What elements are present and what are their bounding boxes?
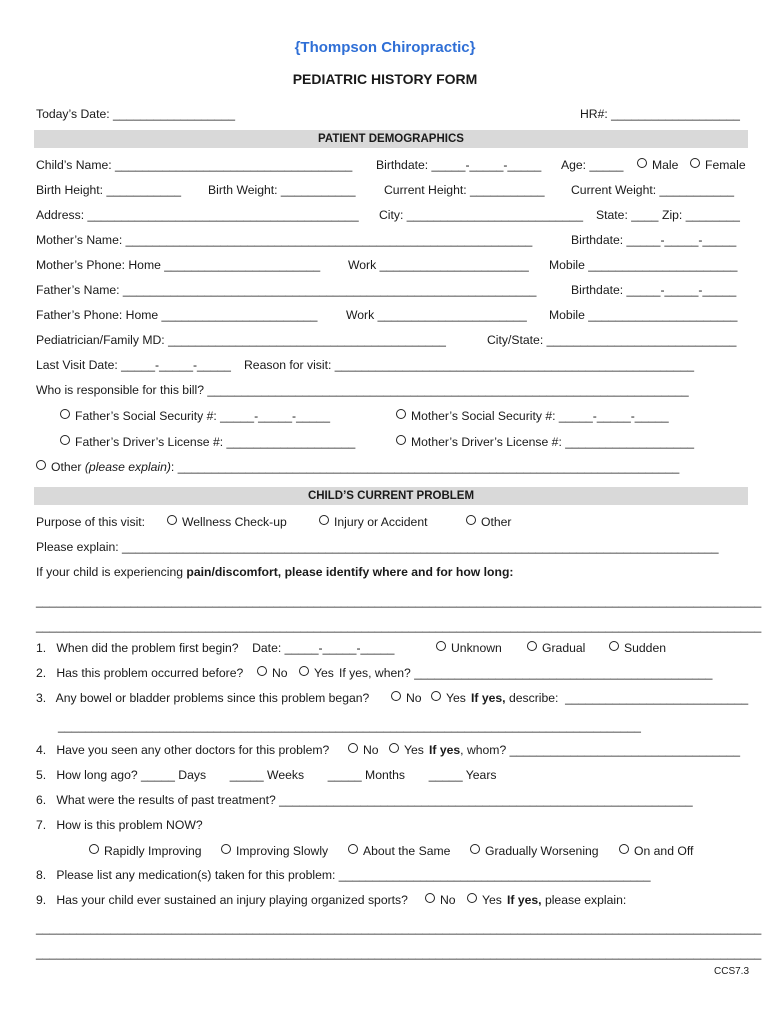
radio-icon bbox=[436, 641, 446, 651]
q8-field[interactable]: 8. Please list any medication(s) taken for this problem: ______________________________________________ bbox=[36, 868, 651, 882]
q9-label: 9. Has your child ever sustained an injury playing organized sports? bbox=[36, 893, 408, 907]
hr-field[interactable]: HR#: ___________________ bbox=[580, 107, 740, 121]
q3-describe-field[interactable] bbox=[471, 690, 748, 706]
pain-bold: pain/discomfort, please identify where and for how long: bbox=[186, 565, 514, 579]
other-visit-radio[interactable] bbox=[466, 514, 511, 530]
radio-icon bbox=[391, 691, 401, 701]
father-name-field[interactable]: Father’s Name: _____________________________________________________________ bbox=[36, 283, 537, 297]
q9-no-radio[interactable] bbox=[425, 892, 456, 908]
no-label: No bbox=[363, 743, 379, 757]
no-label: No bbox=[272, 666, 288, 680]
birth-weight-field[interactable]: Birth Weight: ___________ bbox=[208, 183, 356, 197]
purpose-label: Purpose of this visit: bbox=[36, 515, 146, 529]
radio-icon bbox=[609, 641, 619, 651]
father-mobile-field[interactable]: Mobile ______________________ bbox=[549, 308, 738, 322]
wellness-label: Wellness Check-up bbox=[182, 515, 287, 529]
q5-field[interactable]: 5. How long ago? _____ Days _____ Weeks _____ Months _____ Years bbox=[36, 768, 497, 782]
radio-icon bbox=[299, 666, 309, 676]
father-work-field[interactable]: Work ______________________ bbox=[346, 308, 527, 322]
current-height-field[interactable]: Current Height: ___________ bbox=[384, 183, 545, 197]
other-line: : __________________________________________________________________________ bbox=[170, 460, 680, 474]
if-yes-bold: If yes bbox=[429, 743, 461, 757]
injury-radio[interactable] bbox=[319, 514, 427, 530]
q1-unknown-radio[interactable] bbox=[436, 640, 502, 656]
q9-tail: please explain: bbox=[541, 893, 627, 907]
radio-icon bbox=[396, 409, 406, 419]
footer-code: CCS7.3 bbox=[714, 966, 750, 977]
age-field[interactable]: Age: _____ bbox=[561, 158, 624, 172]
radio-icon bbox=[470, 844, 480, 854]
mother-ss-label: Mother’s Social Security #: _____-_____-_____ bbox=[411, 409, 669, 423]
if-yes-bold: If yes, bbox=[471, 691, 506, 705]
radio-icon bbox=[637, 158, 647, 168]
q7-rapid-radio[interactable] bbox=[89, 843, 202, 859]
explain-field[interactable]: Please explain: ________________________________________________________________________________________ bbox=[36, 540, 719, 554]
radio-icon bbox=[527, 641, 537, 651]
radio-icon bbox=[467, 893, 477, 903]
q4-label: 4. Have you seen any other doctors for this problem? bbox=[36, 743, 330, 757]
q2-no-radio[interactable] bbox=[257, 665, 288, 681]
form-title: PEDIATRIC HISTORY FORM bbox=[292, 71, 478, 87]
q6-field[interactable]: 6. What were the results of past treatment? _____________________________________________________________ bbox=[36, 793, 693, 807]
q7-slow-label: Improving Slowly bbox=[236, 844, 329, 858]
q7-onoff-radio[interactable] bbox=[619, 843, 693, 859]
pain-line-1[interactable]: ___________________________________________________________________________________________________________ bbox=[36, 594, 762, 608]
q4-tail: , whom? __________________________________ bbox=[460, 743, 741, 757]
radio-icon bbox=[257, 666, 267, 676]
radio-icon bbox=[396, 435, 406, 445]
if-yes-bold: If yes, bbox=[507, 893, 542, 907]
city-field[interactable]: City: __________________________ bbox=[379, 208, 583, 222]
q1-sudden-radio[interactable] bbox=[609, 640, 666, 656]
section-heading: PATIENT DEMOGRAPHICS bbox=[318, 133, 464, 145]
section-bar-demographics bbox=[34, 130, 748, 148]
q3-line[interactable]: ______________________________________________________________________________________ bbox=[58, 719, 641, 733]
father-phone-home-field[interactable]: Father’s Phone: Home _______________________ bbox=[36, 308, 318, 322]
q1-unknown-label: Unknown bbox=[451, 641, 502, 655]
address-field[interactable]: Address: ________________________________________ bbox=[36, 208, 359, 222]
mother-ss-radio[interactable] bbox=[396, 408, 669, 424]
q7-worse-label: Gradually Worsening bbox=[485, 844, 599, 858]
reason-field[interactable]: Reason for visit: _____________________________________________________ bbox=[244, 358, 695, 372]
other-visit-label: Other bbox=[481, 515, 512, 529]
other-hint: (please explain) bbox=[84, 460, 171, 474]
q3-tail: describe: ___________________________ bbox=[505, 691, 749, 705]
father-ss-radio[interactable] bbox=[60, 408, 330, 424]
pediatrician-city-field[interactable]: City/State: ____________________________ bbox=[487, 333, 737, 347]
q3-yes-radio[interactable] bbox=[431, 690, 466, 706]
other-label: Other bbox=[51, 460, 85, 474]
yes-label: Yes bbox=[482, 893, 502, 907]
child-birthdate-field[interactable]: Birthdate: _____-_____-_____ bbox=[376, 158, 542, 172]
responsible-field[interactable]: Who is responsible for this bill? _______________________________________________________________________ bbox=[36, 383, 689, 397]
section-bar-problem bbox=[34, 487, 748, 505]
mother-mobile-field[interactable]: Mobile ______________________ bbox=[549, 258, 738, 272]
radio-icon bbox=[348, 844, 358, 854]
father-dl-label: Father’s Driver’s License #: ___________________ bbox=[75, 435, 356, 449]
todays-date-field[interactable]: Today’s Date: __________________ bbox=[36, 107, 236, 121]
q7-worse-radio[interactable] bbox=[470, 843, 599, 859]
yes-label: Yes bbox=[446, 691, 466, 705]
q1-gradual-radio[interactable] bbox=[527, 640, 585, 656]
birth-height-field[interactable]: Birth Height: ___________ bbox=[36, 183, 182, 197]
current-weight-field[interactable]: Current Weight: ___________ bbox=[571, 183, 735, 197]
male-radio[interactable] bbox=[637, 157, 678, 173]
radio-icon bbox=[425, 893, 435, 903]
child-name-field[interactable]: Child’s Name: ___________________________________ bbox=[36, 158, 353, 172]
no-label: No bbox=[440, 893, 456, 907]
mother-dl-radio[interactable] bbox=[396, 434, 694, 450]
q1-gradual-label: Gradual bbox=[542, 641, 586, 655]
q7-rapid-label: Rapidly Improving bbox=[104, 844, 202, 858]
mother-work-field[interactable]: Work ______________________ bbox=[348, 258, 529, 272]
radio-icon bbox=[466, 515, 476, 525]
radio-icon bbox=[60, 409, 70, 419]
radio-icon bbox=[690, 158, 700, 168]
yes-label: Yes bbox=[404, 743, 424, 757]
mother-dl-label: Mother’s Driver’s License #: ___________________ bbox=[411, 435, 694, 449]
mother-phone-home-field[interactable]: Mother’s Phone: Home _______________________ bbox=[36, 258, 321, 272]
radio-icon bbox=[36, 460, 46, 470]
radio-icon bbox=[60, 435, 70, 445]
q7-slow-radio[interactable] bbox=[221, 843, 328, 859]
no-label: No bbox=[406, 691, 422, 705]
radio-icon bbox=[89, 844, 99, 854]
q9-yes-radio[interactable] bbox=[467, 892, 502, 908]
radio-icon bbox=[348, 743, 358, 753]
q9-line-1[interactable]: ___________________________________________________________________________________________________________ bbox=[36, 921, 762, 935]
radio-icon bbox=[167, 515, 177, 525]
pain-prefix: If your child is experiencing bbox=[36, 565, 187, 579]
female-radio[interactable] bbox=[690, 157, 746, 173]
q1-field[interactable]: 1. When did the problem first begin? Date: _____-_____-_____ bbox=[36, 641, 395, 655]
other-payer-radio[interactable] bbox=[36, 459, 679, 475]
pain-instruction bbox=[36, 564, 513, 580]
last-visit-field[interactable]: Last Visit Date: _____-_____-_____ bbox=[36, 358, 231, 372]
q4-no-radio[interactable] bbox=[348, 742, 379, 758]
father-ss-label: Father’s Social Security #: _____-_____-_____ bbox=[75, 409, 330, 423]
q1-sudden-label: Sudden bbox=[624, 641, 667, 655]
father-dl-radio[interactable] bbox=[60, 434, 355, 450]
injury-label: Injury or Accident bbox=[334, 515, 428, 529]
q2-yes-radio[interactable] bbox=[299, 665, 334, 681]
q3-no-radio[interactable] bbox=[391, 690, 422, 706]
mother-name-field[interactable]: Mother’s Name: ____________________________________________________________ bbox=[36, 233, 533, 247]
clinic-name: {Thompson Chiropractic} bbox=[294, 39, 476, 56]
q7-onoff-label: On and Off bbox=[634, 844, 694, 858]
q9-line-2[interactable]: ___________________________________________________________________________________________________________ bbox=[36, 946, 762, 960]
q4-yes-radio[interactable] bbox=[389, 742, 424, 758]
yes-label: Yes bbox=[314, 666, 334, 680]
radio-icon bbox=[221, 844, 231, 854]
state-field[interactable]: State: ____ bbox=[596, 208, 659, 222]
section-heading: CHILD’S CURRENT PROBLEM bbox=[307, 490, 475, 502]
pediatrician-field[interactable]: Pediatrician/Family MD: _________________________________________ bbox=[36, 333, 446, 347]
radio-icon bbox=[619, 844, 629, 854]
pain-line-2[interactable]: ___________________________________________________________________________________________________________ bbox=[36, 619, 762, 633]
radio-icon bbox=[389, 743, 399, 753]
mother-birthdate-field[interactable]: Birthdate: _____-_____-_____ bbox=[571, 233, 737, 247]
q7-label: 7. How is this problem NOW? bbox=[36, 818, 203, 832]
q2-label: 2. Has this problem occurred before? bbox=[36, 666, 244, 680]
father-birthdate-field[interactable]: Birthdate: _____-_____-_____ bbox=[571, 283, 737, 297]
male-label: Male bbox=[652, 158, 679, 172]
wellness-radio[interactable] bbox=[167, 514, 287, 530]
q9-explain-label bbox=[507, 892, 626, 908]
q3-label: 3. Any bowel or bladder problems since this problem began? bbox=[36, 691, 370, 705]
q7-same-radio[interactable] bbox=[348, 843, 450, 859]
radio-icon bbox=[431, 691, 441, 701]
zip-field[interactable]: Zip: ________ bbox=[662, 208, 740, 222]
q4-whom-field[interactable] bbox=[429, 742, 740, 758]
q2-when-field[interactable]: If yes, when? ____________________________________________ bbox=[339, 666, 713, 680]
q7-same-label: About the Same bbox=[363, 844, 451, 858]
radio-icon bbox=[319, 515, 329, 525]
female-label: Female bbox=[705, 158, 746, 172]
